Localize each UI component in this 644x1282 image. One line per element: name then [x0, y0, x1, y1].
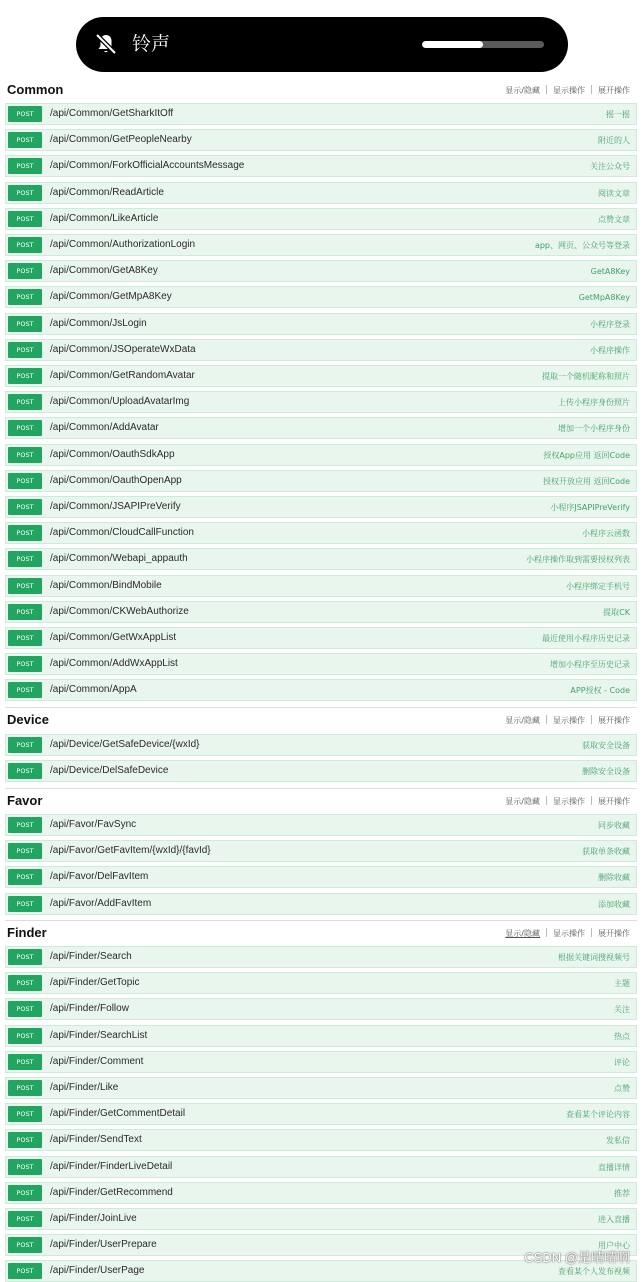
action-separator	[546, 796, 547, 805]
endpoint-path[interactable]: /api/Favor/FavSync	[50, 819, 137, 830]
endpoint-row[interactable]	[5, 234, 637, 256]
method-badge: POST	[8, 817, 42, 833]
section-title[interactable]: Device	[7, 712, 49, 727]
endpoint-path[interactable]: /api/Finder/GetRecommend	[50, 1187, 173, 1198]
endpoint-row[interactable]	[5, 972, 637, 994]
endpoint-description: 推荐	[614, 1189, 630, 1198]
action-separator	[546, 85, 547, 94]
endpoint-row[interactable]	[5, 313, 637, 335]
action-separator	[546, 928, 547, 937]
endpoint-path[interactable]: /api/Finder/GetCommentDetail	[50, 1108, 186, 1119]
section-header	[0, 924, 644, 944]
section-divider	[5, 920, 637, 921]
endpoint-description: 删除收藏	[598, 873, 630, 882]
endpoint-path[interactable]: /api/Common/UploadAvatarImg	[50, 396, 190, 407]
endpoint-row[interactable]	[5, 365, 637, 387]
expand-operations-link[interactable]: 展开操作	[598, 797, 630, 806]
method-badge: POST	[8, 843, 42, 859]
endpoint-path[interactable]: /api/Device/DelSafeDevice	[50, 765, 169, 776]
endpoint-description: 添加收藏	[598, 900, 630, 909]
endpoint-path[interactable]: /api/Common/BindMobile	[50, 580, 162, 591]
method-badge: POST	[8, 211, 42, 227]
method-badge: POST	[8, 525, 42, 541]
method-badge: POST	[8, 1080, 42, 1096]
endpoint-path[interactable]: /api/Common/ForkOfficialAccountsMessage	[50, 160, 245, 171]
endpoint-row[interactable]	[5, 339, 637, 361]
endpoint-description: 主题	[614, 979, 630, 988]
section-header	[0, 81, 644, 101]
section-actions	[505, 85, 630, 96]
method-badge: POST	[8, 499, 42, 515]
ringer-toast	[76, 17, 568, 72]
method-badge: POST	[8, 289, 42, 305]
endpoint-description: 根据关键词搜视频号	[558, 953, 630, 962]
bell-slash-icon	[94, 32, 118, 56]
endpoint-row[interactable]	[5, 496, 637, 518]
endpoint-path[interactable]: /api/Common/JSOperateWxData	[50, 344, 196, 355]
endpoint-description: 附近的人	[598, 136, 630, 145]
endpoint-row[interactable]	[5, 627, 637, 649]
endpoint-row[interactable]	[5, 1051, 637, 1073]
endpoint-row[interactable]	[5, 208, 637, 230]
endpoint-row[interactable]	[5, 679, 637, 701]
endpoint-path[interactable]: /api/Common/GetWxAppList	[50, 632, 177, 643]
endpoint-description: app、网页、公众号等登录	[534, 241, 630, 250]
endpoint-description: 发私信	[606, 1136, 630, 1145]
endpoint-description: 查看某个评论内容	[566, 1110, 630, 1119]
method-badge: POST	[8, 737, 42, 753]
endpoint-path[interactable]: /api/Common/Webapi_appauth	[50, 553, 188, 564]
endpoint-description: 关注公众号	[590, 162, 630, 171]
volume-slider[interactable]	[422, 41, 544, 48]
show-operations-link[interactable]: 显示操作	[553, 86, 585, 95]
method-badge: POST	[8, 896, 42, 912]
section-actions	[505, 715, 630, 726]
endpoint-description: 小程序绑定手机号	[566, 582, 630, 591]
endpoint-path[interactable]: /api/Finder/UserPrepare	[50, 1239, 157, 1250]
method-badge: POST	[8, 1263, 42, 1279]
endpoint-description: 查看某个人发布视频	[558, 1267, 630, 1276]
expand-operations-link[interactable]: 展开操作	[598, 929, 630, 938]
endpoint-description: 小程序JSAPIPreVerify	[550, 503, 630, 512]
endpoint-row[interactable]	[5, 260, 637, 282]
method-badge: POST	[8, 447, 42, 463]
endpoint-description: 小程序登录	[590, 320, 630, 329]
endpoint-path[interactable]: /api/Common/GetSharkItOff	[50, 108, 174, 119]
method-badge: POST	[8, 604, 42, 620]
action-separator	[591, 928, 592, 937]
endpoint-description: 进入直播	[598, 1215, 630, 1224]
action-separator	[591, 715, 592, 724]
endpoint-path[interactable]: /api/Finder/Follow	[50, 1003, 129, 1014]
show-operations-link[interactable]: 显示操作	[553, 797, 585, 806]
endpoint-path[interactable]: /api/Finder/FinderLiveDetail	[50, 1161, 173, 1172]
endpoint-row[interactable]	[5, 1182, 637, 1204]
endpoint-row[interactable]	[5, 601, 637, 623]
endpoint-description: GetMpA8Key	[578, 293, 630, 302]
endpoint-path[interactable]: /api/Favor/DelFavItem	[50, 871, 149, 882]
endpoint-description: 热点	[614, 1032, 630, 1041]
method-badge: POST	[8, 551, 42, 567]
endpoint-row[interactable]	[5, 998, 637, 1020]
endpoint-row[interactable]	[5, 946, 637, 968]
method-badge: POST	[8, 656, 42, 672]
endpoint-path[interactable]: /api/Common/AddWxAppList	[50, 658, 178, 669]
toggle-visibility-link[interactable]: 显示/隐藏	[505, 797, 540, 806]
endpoint-description: 删除安全设备	[582, 767, 630, 776]
action-separator	[546, 715, 547, 724]
endpoint-path[interactable]: /api/Finder/Search	[50, 951, 132, 962]
toggle-visibility-link[interactable]: 显示/隐藏	[505, 929, 540, 938]
endpoint-row[interactable]	[5, 522, 637, 544]
expand-operations-link[interactable]: 展开操作	[598, 716, 630, 725]
endpoint-path[interactable]: /api/Common/JsLogin	[50, 318, 147, 329]
endpoint-row[interactable]	[5, 893, 637, 915]
endpoint-path[interactable]: /api/Common/AuthorizationLogin	[50, 239, 196, 250]
endpoint-row[interactable]	[5, 103, 637, 125]
method-badge: POST	[8, 1028, 42, 1044]
endpoint-path[interactable]: /api/Finder/SearchList	[50, 1030, 148, 1041]
show-operations-link[interactable]: 显示操作	[553, 716, 585, 725]
method-badge: POST	[8, 1211, 42, 1227]
endpoint-path[interactable]: /api/Device/GetSafeDevice/{wxId}	[50, 739, 200, 750]
endpoint-row[interactable]	[5, 1208, 637, 1230]
endpoint-path[interactable]: /api/Common/AppA	[50, 684, 137, 695]
endpoint-description: 获取单条收藏	[582, 847, 630, 856]
endpoint-description: 小程序操作取到需要授权列表	[526, 555, 630, 564]
endpoint-description: 授权App应用 返回Code	[543, 451, 630, 460]
section-divider	[5, 707, 637, 708]
section-header	[0, 792, 644, 812]
method-badge: POST	[8, 185, 42, 201]
endpoint-row[interactable]	[5, 760, 637, 782]
method-badge: POST	[8, 682, 42, 698]
watermark: CSDN @是晴晴啊	[524, 1250, 630, 1265]
endpoint-description: 用户中心	[598, 1241, 630, 1250]
method-badge: POST	[8, 1237, 42, 1253]
volume-level	[422, 41, 483, 48]
section-actions	[505, 796, 630, 807]
method-badge: POST	[8, 1132, 42, 1148]
endpoint-description: 最近使用小程序历史记录	[542, 634, 630, 643]
method-badge: POST	[8, 1054, 42, 1070]
endpoint-path[interactable]: /api/Common/CloudCallFunction	[50, 527, 194, 538]
endpoint-row[interactable]	[5, 734, 637, 756]
endpoint-path[interactable]: /api/Favor/GetFavItem/{wxId}/{favId}	[50, 845, 211, 856]
endpoint-row[interactable]	[5, 391, 637, 413]
method-badge: POST	[8, 578, 42, 594]
endpoint-path[interactable]: /api/Finder/Like	[50, 1082, 119, 1093]
endpoint-row[interactable]	[5, 1129, 637, 1151]
endpoint-row[interactable]	[5, 1156, 637, 1178]
endpoint-path[interactable]: /api/Finder/JoinLive	[50, 1213, 137, 1224]
endpoint-row[interactable]	[5, 182, 637, 204]
method-badge: POST	[8, 1159, 42, 1175]
section-divider	[5, 788, 637, 789]
endpoint-description: 增加一个小程序身份	[558, 424, 630, 433]
endpoint-row[interactable]	[5, 866, 637, 888]
endpoint-description: 摇一摇	[606, 110, 630, 119]
method-badge: POST	[8, 473, 42, 489]
action-separator	[591, 796, 592, 805]
endpoint-description: 增加小程序至历史记录	[550, 660, 630, 669]
endpoint-path[interactable]: /api/Common/OauthSdkApp	[50, 449, 175, 460]
endpoint-description: 提取CK	[603, 608, 630, 617]
endpoint-row[interactable]	[5, 1077, 637, 1099]
endpoint-path[interactable]: /api/Finder/SendText	[50, 1134, 142, 1145]
endpoint-description: 小程序操作	[590, 346, 630, 355]
ringer-label: 铃声	[132, 33, 171, 55]
endpoint-description: 提取一个随机昵称和照片	[542, 372, 630, 381]
endpoint-row[interactable]	[5, 470, 637, 492]
section-header	[0, 711, 644, 731]
endpoint-row[interactable]	[5, 548, 637, 570]
endpoint-path[interactable]: /api/Favor/AddFavItem	[50, 898, 152, 909]
endpoint-row[interactable]	[5, 814, 637, 836]
method-badge: POST	[8, 1106, 42, 1122]
section-actions	[505, 928, 630, 939]
endpoint-description: 获取安全设备	[582, 741, 630, 750]
endpoint-description: 小程序云函数	[582, 529, 630, 538]
endpoint-description: GetA8Key	[590, 267, 630, 276]
method-badge: POST	[8, 132, 42, 148]
method-badge: POST	[8, 368, 42, 384]
endpoint-row[interactable]	[5, 129, 637, 151]
method-badge: POST	[8, 237, 42, 253]
endpoint-path[interactable]: /api/Finder/GetTopic	[50, 977, 140, 988]
endpoint-row[interactable]	[5, 286, 637, 308]
endpoint-row[interactable]	[5, 840, 637, 862]
method-badge: POST	[8, 1185, 42, 1201]
endpoint-path[interactable]: /api/Common/GetMpA8Key	[50, 291, 172, 302]
toggle-visibility-link[interactable]: 显示/隐藏	[505, 86, 540, 95]
endpoint-description: 上传小程序身份照片	[558, 398, 630, 407]
method-badge: POST	[8, 316, 42, 332]
method-badge: POST	[8, 263, 42, 279]
method-badge: POST	[8, 394, 42, 410]
endpoint-description: 直播详情	[598, 1163, 630, 1172]
endpoint-row[interactable]	[5, 653, 637, 675]
expand-operations-link[interactable]: 展开操作	[598, 86, 630, 95]
endpoint-row[interactable]	[5, 417, 637, 439]
endpoint-path[interactable]: /api/Common/OauthOpenApp	[50, 475, 182, 486]
action-separator	[591, 85, 592, 94]
method-badge: POST	[8, 630, 42, 646]
method-badge: POST	[8, 869, 42, 885]
endpoint-description: 评论	[614, 1058, 630, 1067]
method-badge: POST	[8, 106, 42, 122]
endpoint-description: 点赞	[614, 1084, 630, 1093]
endpoint-description: APP授权 - Code	[570, 686, 630, 695]
endpoint-path[interactable]: /api/Common/AddAvatar	[50, 422, 159, 433]
endpoint-row[interactable]	[5, 1103, 637, 1125]
endpoint-path[interactable]: /api/Common/GetPeopleNearby	[50, 134, 192, 145]
endpoint-description: 阅读文章	[598, 189, 630, 198]
endpoint-path[interactable]: /api/Finder/UserPage	[50, 1265, 145, 1276]
toggle-visibility-link[interactable]: 显示/隐藏	[505, 716, 540, 725]
endpoint-path[interactable]: /api/Common/CKWebAuthorize	[50, 606, 189, 617]
endpoint-description: 关注	[614, 1005, 630, 1014]
endpoint-row[interactable]	[5, 155, 637, 177]
endpoint-description: 同步收藏	[598, 821, 630, 830]
endpoint-path[interactable]: /api/Common/LikeArticle	[50, 213, 159, 224]
method-badge: POST	[8, 158, 42, 174]
section-title[interactable]: Common	[7, 82, 64, 97]
endpoint-row[interactable]	[5, 575, 637, 597]
endpoint-path[interactable]: /api/Common/GetRandomAvatar	[50, 370, 195, 381]
endpoint-row[interactable]	[5, 1025, 637, 1047]
show-operations-link[interactable]: 显示操作	[553, 929, 585, 938]
endpoint-description: 授权开放应用 返回Code	[542, 477, 630, 486]
endpoint-row[interactable]	[5, 444, 637, 466]
method-badge: POST	[8, 763, 42, 779]
section-title[interactable]: Favor	[7, 793, 43, 808]
method-badge: POST	[8, 949, 42, 965]
method-badge: POST	[8, 420, 42, 436]
endpoint-path[interactable]: /api/Common/JSAPIPreVerify	[50, 501, 181, 512]
section-title[interactable]: Finder	[7, 925, 47, 940]
method-badge: POST	[8, 975, 42, 991]
endpoint-path[interactable]: /api/Common/GetA8Key	[50, 265, 158, 276]
method-badge: POST	[8, 342, 42, 358]
method-badge: POST	[8, 1001, 42, 1017]
endpoint-path[interactable]: /api/Finder/Comment	[50, 1056, 144, 1067]
endpoint-path[interactable]: /api/Common/ReadArticle	[50, 187, 164, 198]
endpoint-description: 点赞文章	[598, 215, 630, 224]
